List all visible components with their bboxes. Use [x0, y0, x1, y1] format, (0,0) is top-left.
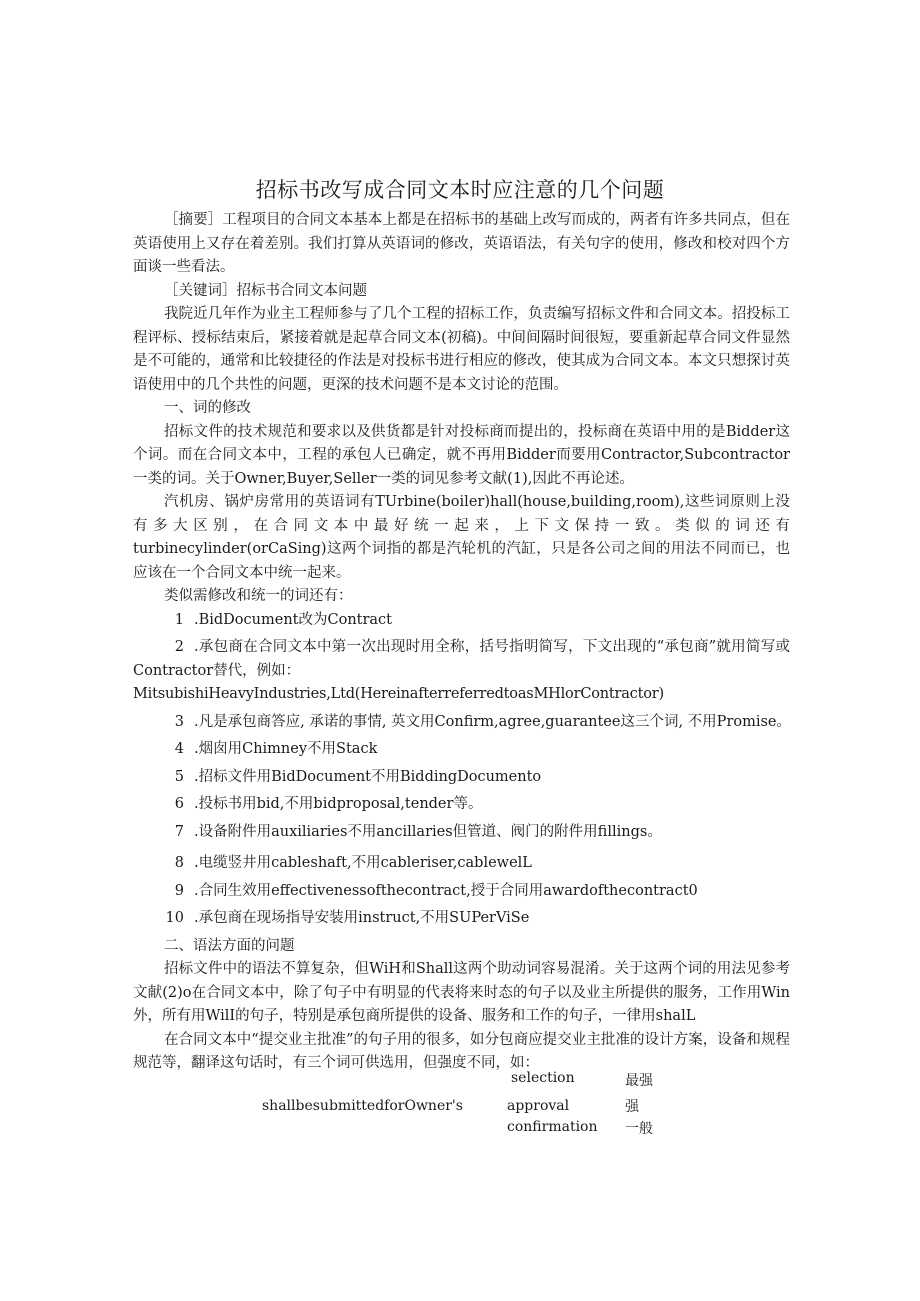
section-1-heading: 一、词的修改	[164, 400, 251, 416]
keywords-line: ［关键词］招标书合同文本问题	[164, 282, 367, 299]
list-item-text: .承包商在现场指导安装用instruct,不用SUPerViSe	[194, 910, 530, 926]
list-item-number: 3	[174, 713, 184, 730]
section-1-paragraph: 汽机房、锅炉房常用的英语词有TUrbine(boiler)hall(house,building,room),这些词原则上没有多大区别，在合同文本中最好统一起来，上下文保持一致。类似的词还有turbinecylinder(orCaSing)这两个词指的都是汽轮机的汽缸，只是各公司之间的用法不同而已，也应该在一个合同文本中统一起来。	[133, 494, 790, 581]
list-item-number: 10	[165, 910, 184, 926]
list-item-text: .电缆竖井用cableshaft,不用cableriser,cablewelL	[194, 855, 532, 871]
document-body	[133, 209, 790, 1076]
list-item-number: 9	[174, 882, 184, 899]
section-1-paragraph: 类似需修改和统一的词还有：	[164, 588, 353, 604]
section-2-paragraph: 招标文件中的语法不算复杂，但WiH和Shall这两个助动词容易混淆。关于这两个词的用法见参考文献(2)o在合同文本中，除了句子中有明显的代表将来时态的句子以及业主所提供的服务，工作用Win外，所有用WilI的句子，特别是承包商所提供的设备、服务和工作的句子，一律用shalL	[133, 961, 790, 1024]
list-item-number: 5	[174, 768, 184, 785]
section-1-paragraph: 招标文件的技术规范和要求以及供货都是针对投标商而提出的，投标商在英语中用的是Bidder这个词。而在合同文本中，工程的承包人已确定，就不再用Bidder而要用Contractor,Subcontractor一类的词。关于Owner,Buyer,Seller一类的词见参考文献(1),因此不再论述。	[133, 423, 790, 487]
table-strength: 强	[625, 1099, 639, 1115]
table-strength: 最强	[625, 1073, 653, 1089]
list-item-text: .设备附件用auxiliaries不用ancillaries但管道、阀门的附件用fillings。	[194, 823, 662, 840]
list-item	[133, 738, 790, 762]
list-item	[133, 821, 790, 845]
list-item-text: .BidDocument改为Contract	[194, 611, 393, 628]
example-line: MitsubishiHeavyIndustries,Ltd(HereinafterreferredtoasMHlorContractor)	[133, 686, 664, 702]
list-item-number: 1	[174, 611, 184, 628]
table-phrase: shallbesubmittedforOwner's	[262, 1098, 463, 1114]
list-item	[133, 766, 790, 790]
list-item-text: .烟囱用Chimney不用Stack	[194, 741, 378, 757]
document-title: 招标书改写成合同文本时应注意的几个问题	[255, 178, 665, 202]
list-item-number: 4	[174, 741, 184, 757]
list-item-text: .承包商在合同文本中第一次出现时用全称，括号指明简写，下文出现的“承包商”就用简写或Contractor替代，例如：	[133, 639, 790, 679]
table-word: approval	[507, 1098, 570, 1114]
list-item-text: .招标文件用BidDocument不用BiddingDocumento	[194, 768, 542, 785]
section-2-paragraph: 在合同文本中“提交业主批准”的句子用的很多，如分包商应提交业主批准的设计方案，设备和规程规范等，翻译这句话时，有三个词可供选用，但强度不同，如：	[133, 1031, 790, 1071]
table-strength: 一般	[625, 1121, 653, 1137]
intro-paragraph: 我院近几年作为业主工程师参与了几个工程的招标工作，负责编写招标文件和合同文本。招投标工程评标、授标结束后，紧接着就是起草合同文本(初稿)。中间间隔时间很短，要重新起草合同文件显然是不可能的，通常和比较捷径的作法是对投标书进行相应的修改，使其成为合同文本。本文只想探讨英语使用中的几个共性的问题，更深的技术问题不是本文讨论的范围。	[133, 306, 790, 393]
list-item-number: 7	[174, 823, 184, 840]
list-item	[133, 907, 790, 931]
strength-table	[0, 1066, 920, 1138]
list-item-text: .投标书用bid,不用bidproposal,tender等。	[194, 796, 483, 812]
list-item-number: 6	[174, 796, 184, 812]
table-word: confirmation	[507, 1119, 598, 1135]
table-word: selection	[511, 1070, 575, 1086]
list-item-number: 8	[174, 855, 184, 871]
list-item	[133, 609, 790, 633]
list-item	[133, 880, 790, 904]
list-item-text: .凡是承包商答应, 承诺的事情, 英文用Confirm,agree,guarantee这三个词, 不用Promise。	[194, 713, 792, 730]
abstract-paragraph: ［摘要］工程项目的合同文本基本上都是在招标书的基础上改写而成的，两者有许多共同点，但在英语使用上又存在着差别。我们打算从英语词的修改，英语语法，有关句字的使用，修改和校对四个方面谈一些看法。	[133, 212, 790, 275]
list-item	[133, 711, 790, 735]
section-2-heading: 二、语法方面的问题	[164, 937, 295, 954]
list-item-number: 2	[174, 639, 184, 655]
list-item-text: .合同生效用effectivenessofthecontract,授于合同用awardofthecontract0	[194, 882, 698, 899]
list-item	[133, 793, 790, 817]
list-item	[133, 852, 790, 876]
list-item	[133, 636, 790, 683]
